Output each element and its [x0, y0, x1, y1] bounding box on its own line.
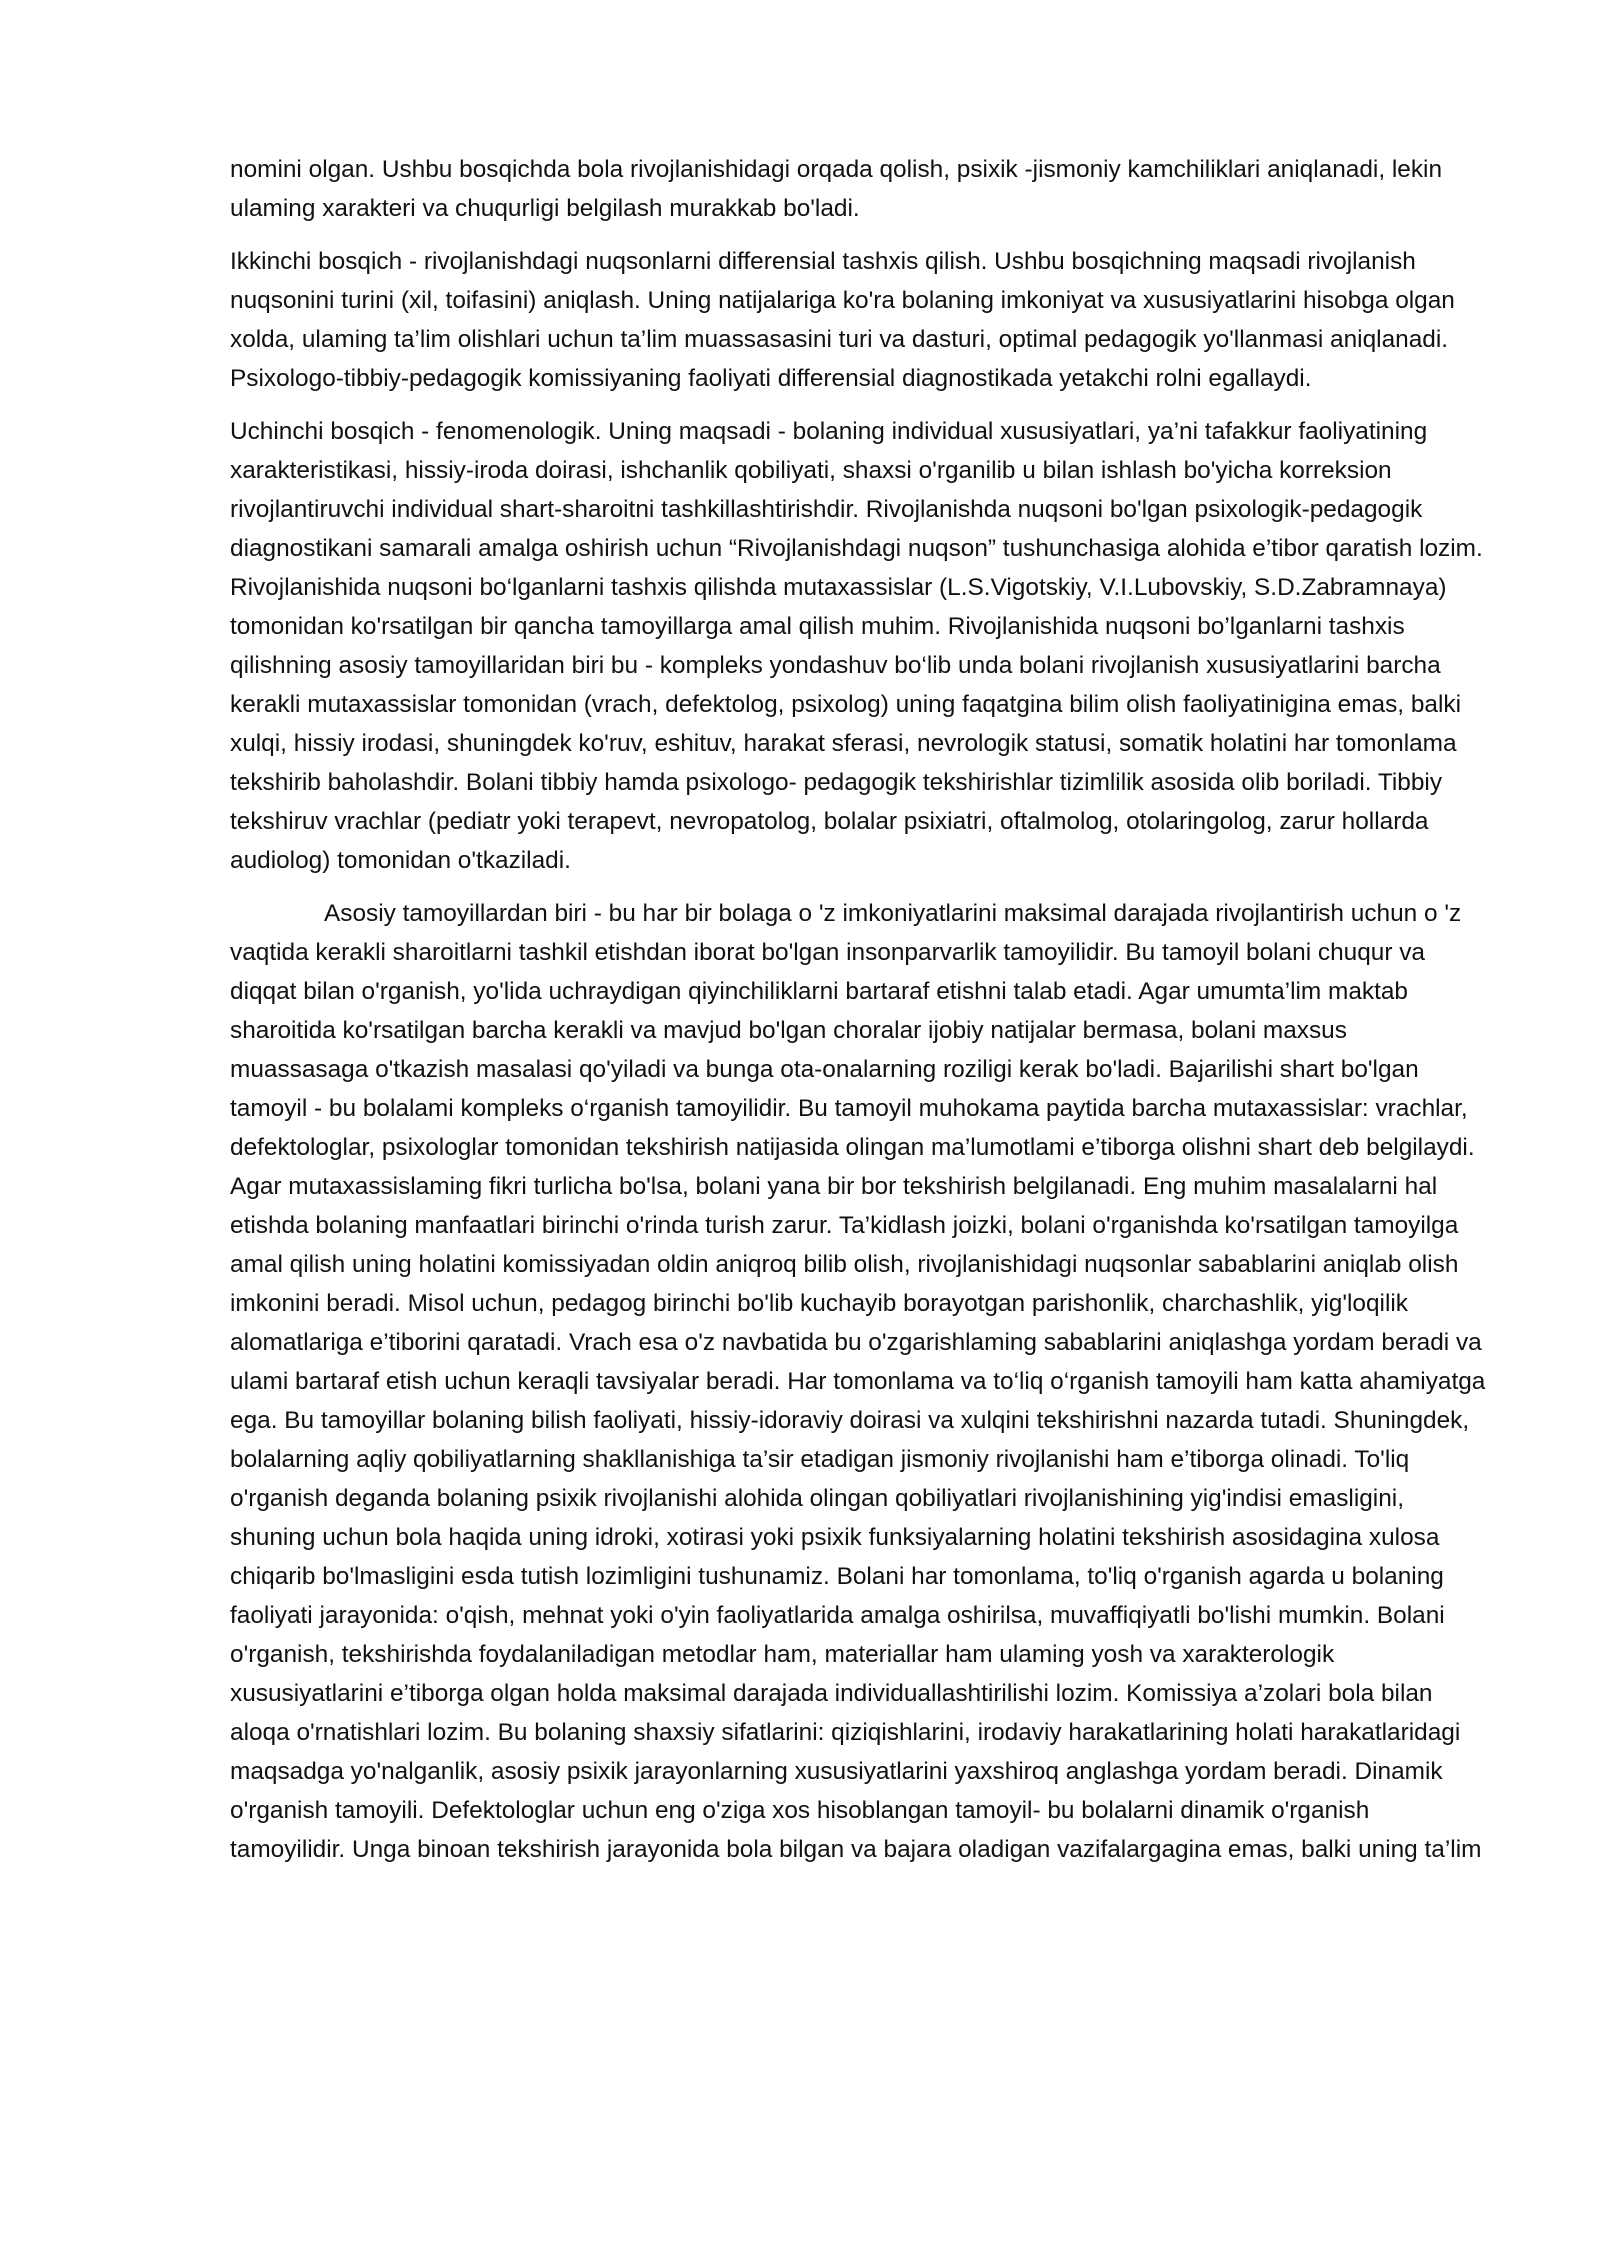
paragraph-stage-two: Ikkinchi bosqich - rivojlanishdagi nuqsonlarni differensial tashxis qilish. Ushbu bosqichning maqsadi rivojlanish nuqsonini turini (xil, toifasini) aniqlash. Uning natijalariga ko'ra bolaning imkoniyat va xususiyatlarini hisobga olgan xolda, ulaming ta’lim olishlari uchun ta’lim muassasasini turi va dasturi, optimal pedagogik yo'llanmasi aniqlanadi. Psixologo-tibbiy-pedagogik komissiyaning faoliyati differensial diagnostikada yetakchi rolni egallaydi.	[230, 248, 1455, 392]
paragraph-principles: Asosiy tamoyillardan biri - bu har bir bolaga o 'z imkoniyatlarini maksimal darajada rivojlantirish uchun o 'z vaqtida kerakli sharoitlarni tashkil etishdan iborat bo'lgan insonparvarlik tamoyilidir. Bu tamoyil bolani chuqur va diqqat bilan o'rganish, yo'lida uchraydigan qiyinchiliklarni bartaraf etishni talab etadi. Agar umumta’lim maktab sharoitida ko'rsatilgan barcha kerakli va mavjud bo'lgan choralar ijobiy natijalar bermasa, bolani maxsus muassasaga o'tkazish masalasi qo'yiladi va bunga ota-onalarning roziligi kerak bo'ladi. Bajarilishi shart bo'lgan tamoyil - bu bolalami kompleks o‘rganish tamoyilidir. Bu tamoyil muhokama paytida barcha mutaxassislar: vrachlar, defektologlar, psixologlar tomonidan tekshirish natijasida olingan ma’lumotlami e’tiborga olishni shart deb belgilaydi. Agar mutaxassislaming fikri turlicha bo'lsa, bolani yana bir bor tekshirish belgilanadi. Eng muhim masalalarni hal etishda bolaning manfaatlari birinchi o'rinda turish zarur. Ta’kidlash joizki, bolani o'rganishda ko'rsatilgan tamoyilga amal qilish uning holatini komissiyadan oldin aniqroq bilib olish, rivojlanishidagi nuqsonlar sabablarini aniqlab olish imkonini beradi. Misol uchun, pedagog birinchi bo'lib kuchayib borayotgan parishonlik, charchashlik, yig'loqilik alomatlariga e’tiborini qaratadi. Vrach esa o'z navbatida bu o'zgarishlaming sabablarini aniqlashga yordam beradi va ulami bartaraf etish uchun keraqli tavsiyalar beradi. Har tomonlama va to‘liq o‘rganish tamoyili ham katta ahamiyatga ega. Bu tamoyillar bolaning bilish faoliyati, hissiy-idoraviy doirasi va xulqini tekshirishni nazarda tutadi. Shuningdek, bolalarning aqliy qobiliyatlarning shakllanishiga ta’sir etadigan jismoniy rivojlanishi ham e’tiborga olinadi. To'liq o'rganish deganda bolaning psixik rivojlanishi alohida olingan qobiliyatlari rivojlanishining yig'indisi emasligini, shuning uchun bola haqida uning idroki, xotirasi yoki psixik funksiyalarning holatini tekshirish asosidagina xulosa chiqarib bo'lmasligini esda tutish lozimligini tushunamiz. Bolani har tomonlama, to'liq o'rganish agarda u bolaning faoliyati jarayonida: o'qish, mehnat yoki o'yin faoliyatlarida amalga oshirilsa, muvaffiqiyatli bo'lishi mumkin. Bolani o'rganish, tekshirishda foydalaniladigan metodlar ham, materiallar ham ulaming yosh va xarakterologik xususiyatlarini e’tiborga olgan holda maksimal darajada individuallashtirilishi lozim. Komissiya a’zolari bola bilan aloqa o'rnatishlari lozim. Bu bolaning shaxsiy sifatlarini: qiziqishlarini, irodaviy harakatlarining holati harakatlaridagi maqsadga yo'nalganlik, asosiy psixik jarayonlarning xususiyatlarini yaxshiroq anglashga yordam beradi. Dinamik o'rganish tamoyili. Defektologlar uchun eng o'ziga xos hisoblangan tamoyil- bu bolalarni dinamik o'rganish tamoyilidir. Unga binoan tekshirish jarayonida bola bilgan va bajara oladigan vazifalargagina emas, balki uning ta’lim	[230, 900, 1486, 1863]
paragraph-stage-one-end: nomini olgan. Ushbu bosqichda bola rivojlanishidagi orqada qolish, psixik -jismoniy kamchiliklari aniqlanadi, lekin ulaming xarakteri va chuqurligi belgilash murakkab bo'ladi.	[230, 156, 1443, 222]
document-body	[230, 150, 1488, 1883]
paragraph-stage-three: Uchinchi bosqich - fenomenologik. Uning maqsadi - bolaning individual xususiyatlari, ya’ni tafakkur faoliyatining xarakteristikasi, hissiy-iroda doirasi, ishchanlik qobiliyati, shaxsi o'rganilib u bilan ishlash bo'yicha korreksion rivojlantiruvchi individual shart-sharoitni tashkillashtirishdir. Rivojlanishda nuqsoni bo'lgan psixologik-pedagogik diagnostikani samarali amalga oshirish uchun “Rivojlanishdagi nuqson” tushunchasiga alohida e’tibor qaratish lozim. Rivojlanishida nuqsoni bo‘lganlarni tashxis qilishda mutaxassislar (L.S.Vigotskiy, V.I.Lubovskiy, S.D.Zabramnaya) tomonidan ko'rsatilgan bir qancha tamoyillarga amal qilish muhim. Rivojlanishida nuqsoni bo’lganlarni tashxis qilishning asosiy tamoyillaridan biri bu - kompleks yondashuv bo‘lib unda bolani rivojlanish xususiyatlarini barcha kerakli mutaxassislar tomonidan (vrach, defektolog, psixolog) uning faqatgina bilim olish faoliyatinigina emas, balki xulqi, hissiy irodasi, shuningdek ko'ruv, eshituv, harakat sferasi, nevrologik statusi, somatik holatini har tomonlama tekshirib baholashdir. Bolani tibbiy hamda psixologo- pedagogik tekshirishlar tizimlilik asosida olib boriladi. Tibbiy tekshiruv vrachlar (pediatr yoki terapevt, nevropatolog, bolalar psixiatri, oftalmolog, otolaringolog, zarur hollarda audiolog) tomonidan o'tkaziladi.	[230, 418, 1483, 874]
